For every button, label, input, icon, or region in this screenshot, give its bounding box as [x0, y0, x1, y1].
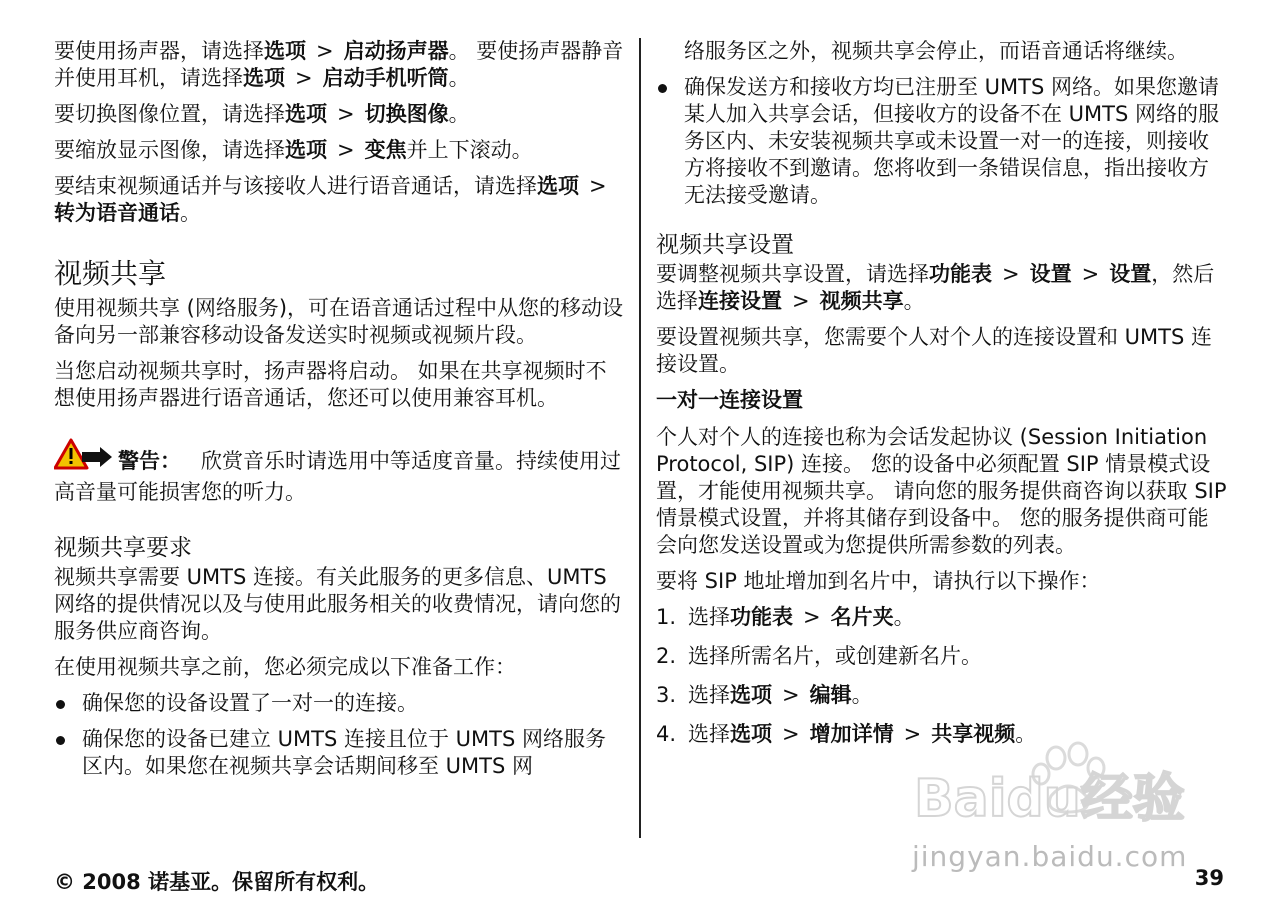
paragraph-preparation: 在使用视频共享之前，您必须完成以下准备工作：: [54, 655, 516, 679]
list-item: 确保发送方和接收方均已注册至 UMTS 网络。如果您邀请某人加入共享会话，但接收方的设备不在 UMTS 网络的服务区内、未安装视频共享或未设置一对一的连接，则接收方将接收不到邀请。您将收到一条错误信息，指出接收方无法接受邀请。: [656, 74, 1228, 209]
paragraph-umts-requirement: 视频共享需要 UMTS 连接。有关此服务的更多信息、UMTS 网络的提供情况以及与使用此服务相关的收费情况，请向您的服务供应商咨询。: [54, 565, 621, 643]
watermark-sub-text: jingyan.baidu.com: [912, 840, 1188, 873]
heading-video-sharing: 视频共享: [54, 257, 167, 290]
list-item: 4. 选择选项 > 增加详情 > 共享视频。: [656, 722, 1037, 746]
left-column: [54, 38, 626, 789]
bullet-icon: [56, 736, 65, 745]
list-item: 确保您的设备已建立 UMTS 连接且位于 UMTS 网络服务区内。如果您在视频共享会话期间移至 UMTS 网: [54, 726, 626, 780]
paragraph-switch-image: 要切换图像位置，请选择选项 > 切换图像。: [54, 102, 470, 126]
paragraph-setup-needed: 要设置视频共享，您需要个人对个人的连接设置和 UMTS 连接设置。: [656, 325, 1212, 376]
bullet-icon: [658, 84, 667, 93]
requirements-list: [54, 690, 626, 780]
steps-list: [656, 604, 1228, 748]
list-item: 确保您的设备设置了一对一的连接。: [54, 690, 626, 717]
right-column: [656, 38, 1228, 760]
paragraph-add-sip: 要将 SIP 地址增加到名片中，请执行以下操作：: [656, 569, 1101, 593]
list-item: 2. 选择所需名片，或创建新名片。: [656, 644, 982, 668]
warning-note: 警告： 欣赏音乐时请选用中等适度音量。持续使用过高音量可能损害您的听力。: [54, 438, 626, 506]
warning-icon: [54, 438, 114, 479]
paragraph-speaker-start: 当您启动视频共享时，扬声器将启动。 如果在共享视频时不想使用扬声器进行语音通话，您还可以使用兼容耳机。: [54, 359, 607, 410]
list-item: 3. 选择选项 > 编辑。: [656, 683, 873, 707]
paragraph-zoom: 要缩放显示图像，请选择选项 > 变焦并上下滚动。: [54, 138, 533, 162]
paragraph-end-video-call: 要结束视频通话并与该接收人进行语音通话，请选择选项 >转为语音通话。: [54, 174, 607, 225]
requirements-list-continued: [656, 74, 1228, 209]
watermark-main-text: Baidu经验: [914, 769, 1185, 829]
list-item: 1. 选择功能表 > 名片夹。: [656, 605, 915, 629]
bullet-icon: [56, 700, 65, 709]
paragraph-speaker: 要使用扬声器，请选择选项 > 启动扬声器。 要使扬声器静音并使用耳机，请选择选项 > 启动手机听筒。: [54, 39, 624, 90]
heading-one-to-one-settings: 一对一连接设置: [656, 388, 803, 412]
column-divider: [639, 38, 641, 838]
page-number: 39: [1194, 866, 1224, 890]
paragraph-video-sharing-intro: 使用视频共享 (网络服务)，可在语音通话过程中从您的移动设备向另一部兼容移动设备发送实时视频或视频片段。: [54, 296, 624, 347]
heading-video-sharing-settings: 视频共享设置: [656, 232, 794, 258]
copyright-footer: © 2008 诺基亚。保留所有权利。: [54, 870, 380, 894]
paragraph-sip: 个人对个人的连接也称为会话发起协议 (Session Initiation Protocol, SIP) 连接。 您的设备中必须配置 SIP 情景模式设置，才能使用视频共享。 请向您的服务提供商咨询以获取 SIP 情景模式设置，并将其储存到设备中。 您的服务提供商可能会向您发送设置或为您提供所需参数的列表。: [656, 425, 1227, 557]
paragraph-continued: 络服务区之外，视频共享会停止，而语音通话将继续。: [684, 39, 1188, 63]
heading-video-sharing-requirements: 视频共享要求: [54, 535, 192, 561]
paragraph-adjust-settings: 要调整视频共享设置，请选择功能表 > 设置 > 设置，然后选择连接设置 > 视频共享。: [656, 262, 1215, 313]
